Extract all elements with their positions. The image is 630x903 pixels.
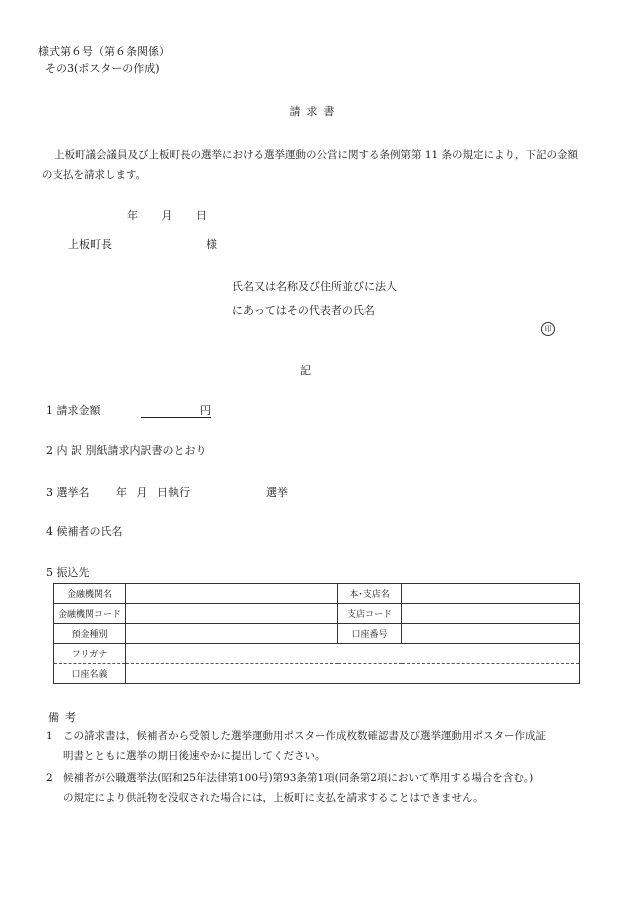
bank-code-field[interactable]	[126, 604, 338, 624]
furigana-field[interactable]	[126, 644, 580, 664]
branch-code-field[interactable]	[402, 604, 580, 624]
seal-mark	[541, 322, 555, 336]
seal-mark-text: 印	[544, 325, 552, 333]
ki-heading: 記	[300, 364, 311, 377]
item-request-amount-label: 1 請求金額	[46, 404, 101, 417]
form-number: 様式第６号（第６条関係）	[38, 45, 170, 58]
document-title: 請求書	[289, 105, 341, 118]
branch-code-label: 支店コード	[338, 604, 402, 624]
furigana-label: フリガナ	[54, 644, 126, 664]
account-holder-label: 口座名義	[54, 664, 126, 684]
note-2-number: 2	[46, 772, 53, 784]
bank-name-label: 金融機関名	[54, 584, 126, 604]
account-number-field[interactable]	[402, 624, 580, 644]
date-line: 年 月 日	[127, 209, 207, 222]
item-candidate-name-label: 4 候補者の氏名	[46, 525, 123, 538]
intro-paragraph: 上板町議会議員及び上板町長の選挙における選挙運動の公営に関する条例第第 11 条の規定により，下記の金額の支払を請求します。	[42, 149, 579, 181]
note-1-line2: 明書とともに選挙の期日後速やかに提出してください。	[63, 750, 326, 762]
deposit-type-field[interactable]	[126, 624, 338, 644]
election-suffix: 選挙	[266, 486, 288, 499]
election-date-label: 年 月 日執行	[116, 486, 190, 499]
account-number-label: 口座番号	[338, 624, 402, 644]
addressee-suffix: 様	[206, 238, 217, 251]
bank-info-table	[53, 583, 580, 684]
notes-heading: 備考	[48, 711, 82, 724]
amount-unit: 円	[200, 404, 211, 417]
note-1-number: 1	[46, 730, 53, 742]
deposit-type-label: 預金種別	[54, 624, 126, 644]
item-breakdown: 2 内 訳 別紙請求内訳書のとおり	[46, 444, 207, 457]
applicant-label-line1: 氏名又は名称及び住所並びに法人	[232, 280, 397, 293]
branch-name-label: 本･支店名	[338, 584, 402, 604]
form-subtitle: その3(ポスターの作成)	[45, 62, 160, 75]
request-amount-field[interactable]	[141, 404, 211, 418]
note-2-line1: 候補者が公職選挙法(昭和25年法律第100号)第93条第1項(同条第2項において準用する場合を含む。)	[63, 772, 534, 784]
note-2-line2: の規定により供託物を没収された場合には，上板町に支払を請求することはできません。	[63, 792, 484, 804]
item-election-name-label: 3 選挙名	[46, 486, 90, 499]
note-1-line1: この請求書は，候補者から受領した選挙運動用ポスター作成枚数確認書及び選挙運動用ポスター作成証	[63, 730, 546, 742]
table-row	[54, 644, 580, 664]
table-row	[54, 624, 580, 644]
item-transfer-destination-label: 5 振込先	[46, 566, 90, 579]
branch-name-field[interactable]	[402, 584, 580, 604]
addressee-name: 上板町長	[68, 238, 112, 251]
applicant-label-line2: にあってはその代表者の氏名	[232, 304, 375, 317]
table-row	[54, 584, 580, 604]
account-holder-field[interactable]	[126, 664, 580, 684]
bank-name-field[interactable]	[126, 584, 338, 604]
bank-code-label: 金融機関コード	[54, 604, 126, 624]
table-row	[54, 604, 580, 624]
table-row	[54, 664, 580, 684]
